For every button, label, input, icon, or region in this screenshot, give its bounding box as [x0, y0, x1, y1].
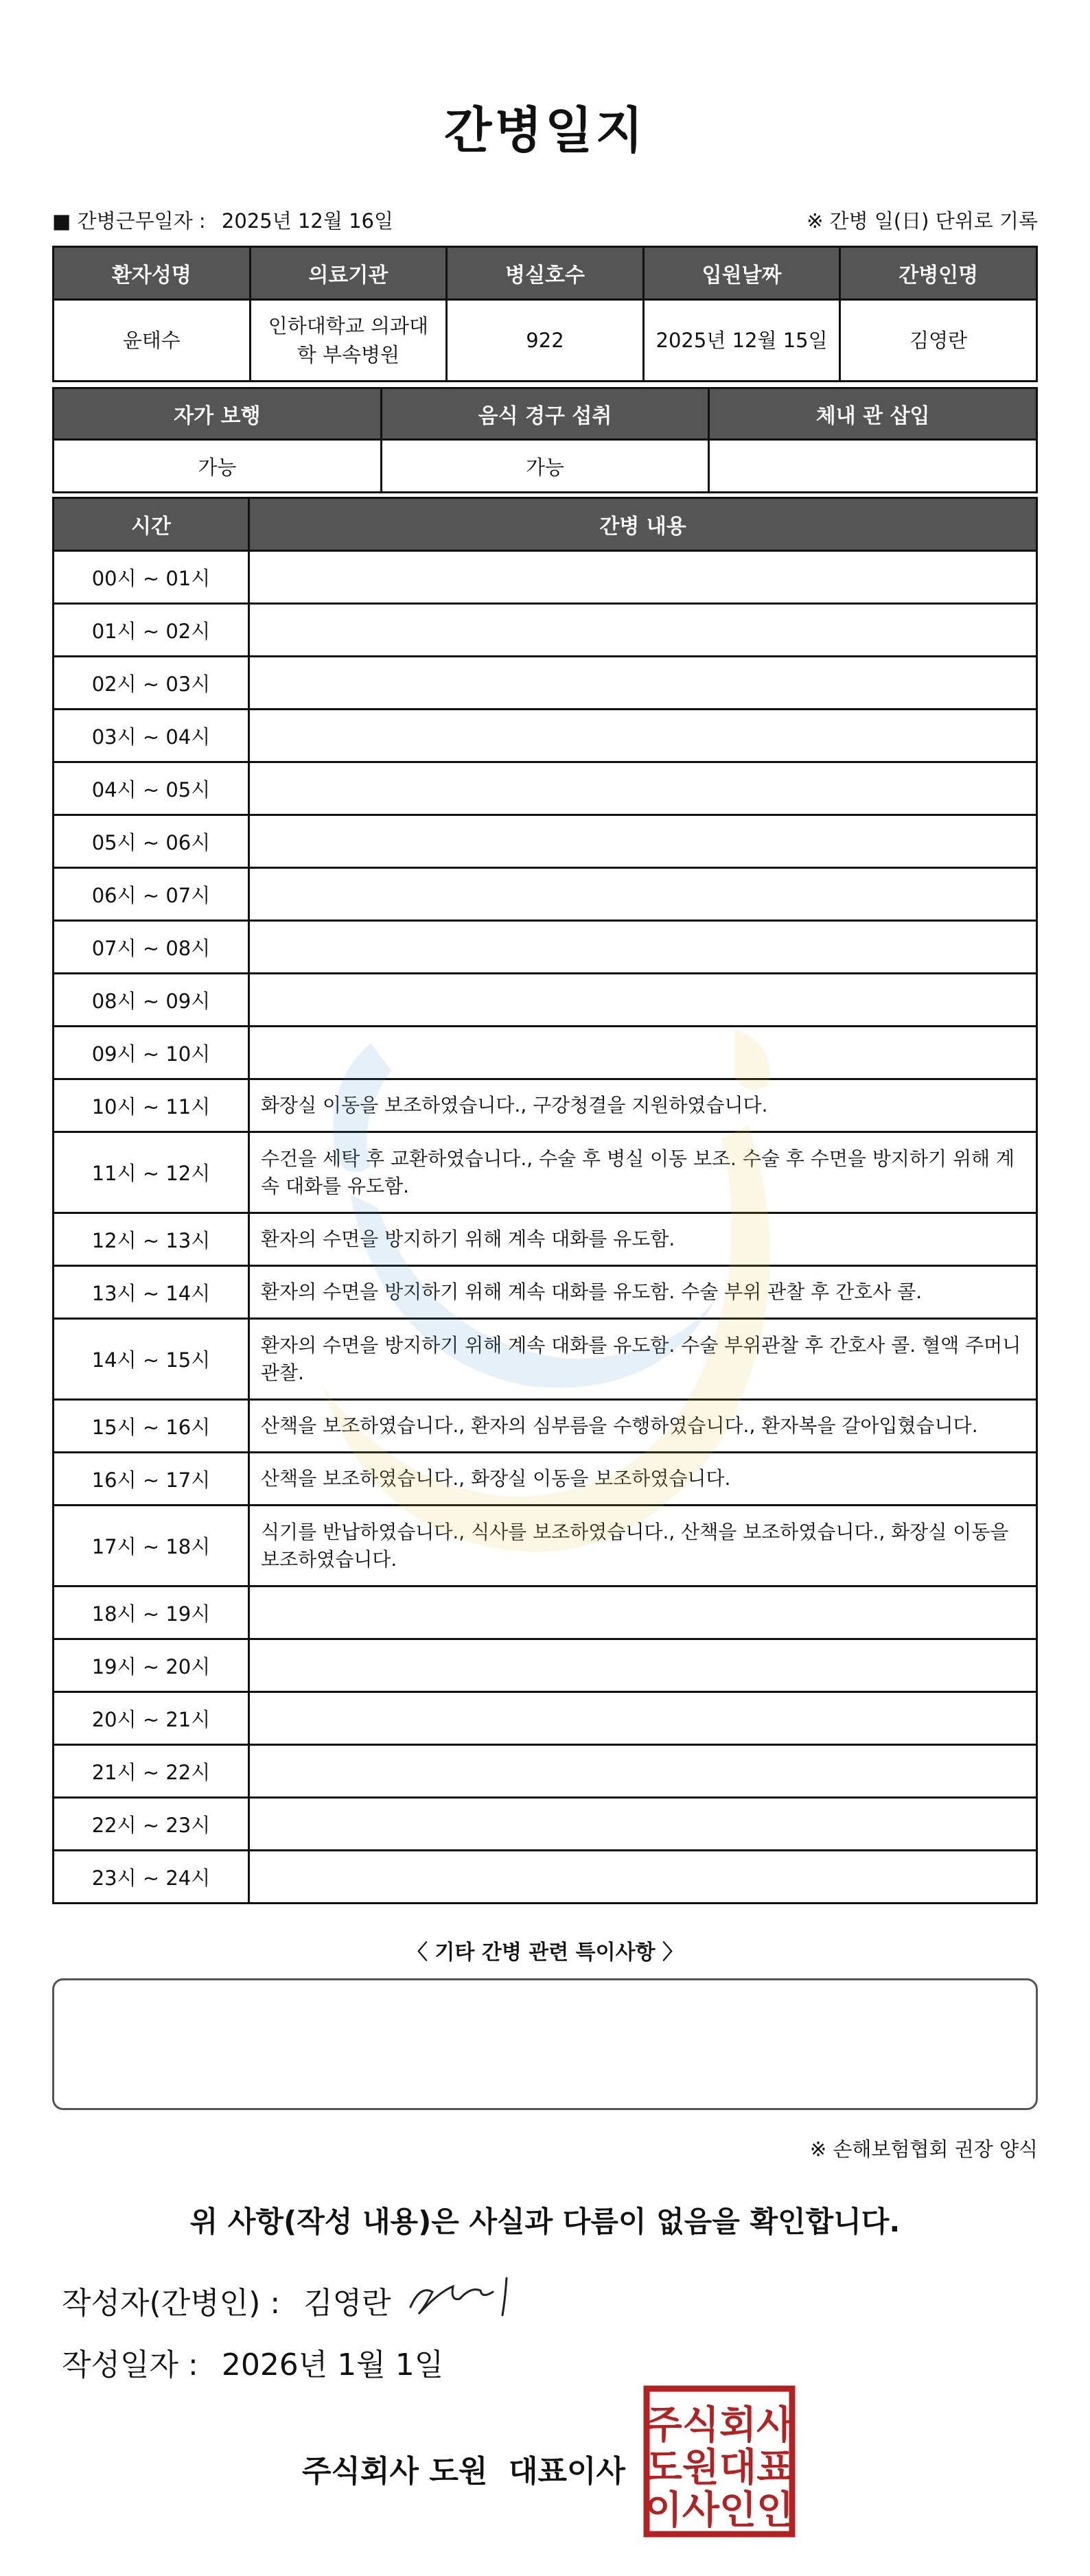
- status-value-row: [54, 440, 1037, 493]
- log-time-cell: 03시 ~ 04시: [54, 710, 249, 762]
- log-row: [54, 815, 1037, 868]
- log-row: [54, 1132, 1037, 1213]
- log-time-cell: 23시 ~ 24시: [54, 1851, 249, 1904]
- handwritten-signature-icon: [405, 2271, 522, 2319]
- log-time-cell: 00시 ~ 01시: [54, 551, 249, 604]
- log-time-cell: 04시 ~ 05시: [54, 762, 249, 815]
- caregiver-name: 김영란: [840, 300, 1037, 382]
- company-representative: 주식회사 도원 대표이사: [302, 2454, 625, 2489]
- log-time-cell: 12시 ~ 13시: [54, 1213, 249, 1266]
- svg-text:이사인인: 이사인인: [645, 2488, 794, 2533]
- log-row: [54, 1319, 1037, 1400]
- written-date-line: [62, 2340, 443, 2384]
- header-room: 병실호수: [447, 247, 644, 300]
- association-form-note: ※ 손해보험협회 권장 양식: [809, 2138, 1038, 2161]
- other-notes-title: 〈 기타 간병 관련 특이사항 〉: [406, 1941, 684, 1965]
- log-time-cell: 17시 ~ 18시: [54, 1506, 249, 1586]
- header-care-content: 간병 내용: [249, 498, 1037, 551]
- log-row: [54, 1639, 1037, 1692]
- log-row: [54, 710, 1037, 762]
- log-note-cell: [249, 1798, 1037, 1851]
- log-time-cell: 14시 ~ 15시: [54, 1319, 249, 1400]
- patient-info-header-row: [54, 247, 1037, 300]
- work-date-line: [52, 206, 393, 234]
- log-row: [54, 1266, 1037, 1319]
- work-date-value: 2025년 12월 16일: [221, 209, 394, 233]
- hospital-name: 인하대학교 의과대학 부속병원: [250, 300, 447, 382]
- log-time-cell: 05시 ~ 06시: [54, 815, 249, 868]
- log-note-cell: [249, 657, 1037, 710]
- log-time-cell: 10시 ~ 11시: [54, 1079, 249, 1132]
- log-row: [54, 1851, 1037, 1904]
- header-time: 시간: [54, 498, 249, 551]
- log-time-cell: 16시 ~ 17시: [54, 1453, 249, 1506]
- log-row: [54, 1453, 1037, 1506]
- log-row: [54, 1692, 1037, 1745]
- work-date-label: ■ 간병근무일자 :: [52, 209, 206, 233]
- log-note-cell: 화장실 이동을 보조하였습니다., 구강청결을 지원하였습니다.: [249, 1079, 1037, 1132]
- log-row: [54, 868, 1037, 921]
- status-header-row: [54, 388, 1037, 440]
- patient-info-table: [52, 246, 1038, 382]
- log-note-cell: 환자의 수면을 방지하기 위해 계속 대화를 유도함.: [249, 1213, 1037, 1266]
- other-notes-content: [54, 1980, 1036, 2008]
- log-note-cell: [249, 815, 1037, 868]
- log-row: [54, 604, 1037, 657]
- log-row: [54, 551, 1037, 604]
- log-note-cell: [249, 974, 1037, 1027]
- log-note-cell: 수건을 세탁 후 교환하였습니다., 수술 후 병실 이동 보조. 수술 후 수면을 방지하기 위해 계속 대화를 유도함.: [249, 1132, 1037, 1213]
- writer-line: [62, 2278, 391, 2322]
- header-oral-intake: 음식 경구 섭취: [381, 388, 709, 440]
- log-time-cell: 13시 ~ 14시: [54, 1266, 249, 1319]
- log-note-cell: [249, 1692, 1037, 1745]
- written-date-label: 작성일자 :: [62, 2347, 198, 2382]
- header-tube-insertion: 체내 관 삽입: [709, 388, 1037, 440]
- log-note-cell: [249, 762, 1037, 815]
- log-row: [54, 974, 1037, 1027]
- company-seal-icon: [642, 2385, 796, 2538]
- log-note-cell: 산책을 보조하였습니다., 화장실 이동을 보조하였습니다.: [249, 1453, 1037, 1506]
- log-row: [54, 1213, 1037, 1266]
- written-date-value: 2026년 1월 1일: [221, 2347, 444, 2382]
- log-time-cell: 20시 ~ 21시: [54, 1692, 249, 1745]
- log-row: [54, 1079, 1037, 1132]
- log-row: [54, 1798, 1037, 1851]
- log-row: [54, 657, 1037, 710]
- svg-text:도원대표: 도원대표: [645, 2446, 794, 2490]
- log-note-cell: 식기를 반납하였습니다., 식사를 보조하였습니다., 산책을 보조하였습니다., 화장실 이동을 보조하였습니다.: [249, 1506, 1037, 1586]
- log-note-cell: 환자의 수면을 방지하기 위해 계속 대화를 유도함. 수술 부위 관찰 후 간호사 콜.: [249, 1266, 1037, 1319]
- writer-name: 김영란: [303, 2286, 391, 2321]
- header-hospital: 의료기관: [250, 247, 447, 300]
- header-admission-date: 입원날짜: [643, 247, 840, 300]
- log-row: [54, 1745, 1037, 1798]
- log-time-cell: 15시 ~ 16시: [54, 1400, 249, 1453]
- log-time-cell: 09시 ~ 10시: [54, 1027, 249, 1079]
- log-time-cell: 21시 ~ 22시: [54, 1745, 249, 1798]
- log-row: [54, 1400, 1037, 1453]
- header-patient-name: 환자성명: [54, 247, 251, 300]
- log-note-cell: 산책을 보조하였습니다., 환자의 심부름을 수행하였습니다., 환자복을 갈아입혔습니다.: [249, 1400, 1037, 1453]
- log-note-cell: [249, 1639, 1037, 1692]
- log-note-cell: [249, 1586, 1037, 1639]
- log-note-cell: [249, 710, 1037, 762]
- log-time-cell: 22시 ~ 23시: [54, 1798, 249, 1851]
- log-note-cell: [249, 868, 1037, 921]
- log-row: [54, 1027, 1037, 1079]
- writer-label: 작성자(간병인) :: [62, 2286, 281, 2321]
- hourly-care-log-table: [52, 497, 1038, 1904]
- log-time-cell: 19시 ~ 20시: [54, 1639, 249, 1692]
- svg-text:주식회사: 주식회사: [645, 2403, 794, 2448]
- log-row: [54, 1506, 1037, 1586]
- room-number: 922: [447, 300, 644, 382]
- log-note-cell: [249, 1851, 1037, 1904]
- log-time-cell: 06시 ~ 07시: [54, 868, 249, 921]
- admission-date: 2025년 12월 15일: [643, 300, 840, 382]
- page-title: 간병일지: [443, 102, 647, 159]
- log-row: [54, 1586, 1037, 1639]
- log-time-cell: 18시 ~ 19시: [54, 1586, 249, 1639]
- patient-name: 윤태수: [54, 300, 251, 382]
- record-unit-note: ※ 간병 일(日) 단위로 기록: [807, 209, 1038, 233]
- log-time-cell: 11시 ~ 12시: [54, 1132, 249, 1213]
- log-time-cell: 01시 ~ 02시: [54, 604, 249, 657]
- log-note-cell: [249, 551, 1037, 604]
- log-note-cell: [249, 604, 1037, 657]
- log-header-row: [54, 498, 1037, 551]
- log-time-cell: 07시 ~ 08시: [54, 921, 249, 974]
- confirmation-statement: 위 사항(작성 내용)은 사실과 다름이 없음을 확인합니다.: [189, 2205, 901, 2238]
- oral-intake-value: 가능: [381, 440, 709, 493]
- other-notes-box: [52, 1978, 1038, 2110]
- header-self-walking: 자가 보행: [54, 388, 382, 440]
- header-caregiver-name: 간병인명: [840, 247, 1037, 300]
- log-note-cell: 환자의 수면을 방지하기 위해 계속 대화를 유도함. 수술 부위관찰 후 간호사 콜. 혈액 주머니 관찰.: [249, 1319, 1037, 1400]
- self-walking-value: 가능: [54, 440, 382, 493]
- patient-status-table: [52, 387, 1038, 493]
- log-row: [54, 921, 1037, 974]
- log-note-cell: [249, 1745, 1037, 1798]
- log-note-cell: [249, 1027, 1037, 1079]
- tube-insertion-value: [709, 440, 1037, 493]
- log-row: [54, 762, 1037, 815]
- log-note-cell: [249, 921, 1037, 974]
- patient-info-value-row: [54, 300, 1037, 382]
- log-time-cell: 08시 ~ 09시: [54, 974, 249, 1027]
- log-time-cell: 02시 ~ 03시: [54, 657, 249, 710]
